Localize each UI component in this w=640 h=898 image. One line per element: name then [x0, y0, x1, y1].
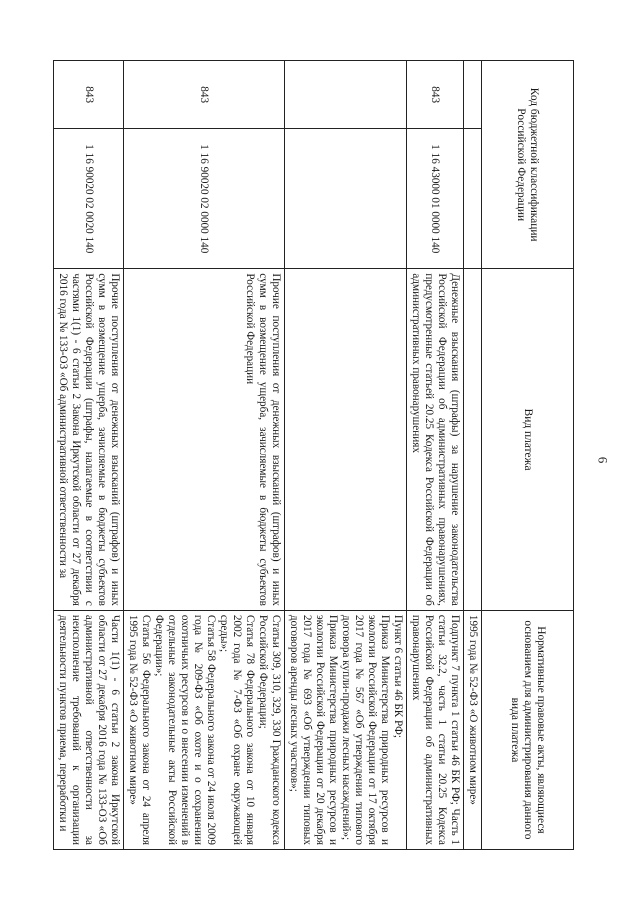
- table-header-row: [482, 61, 574, 850]
- row-org-code: [464, 61, 482, 129]
- legal-act-text: Приказ Министерства природных ресурсов и экологии Российской Федерации от 20 декабря 2017 года № 693 «Об утверждении типовых договоров аренды лесных участков»;: [288, 614, 339, 845]
- row-payment-kind: Прочие поступления от денежных взысканий (штрафов) и иных сумм в возмещение ущерба, зачисляемые в бюджеты субъектов Российской Федерации (штрафы, налагаемые в соответствии с частями 1(1) - 6 статьи 2 Закона Иркутской области от 27 декабря 2016 года № 133-ОЗ «Об административной ответственности за: [54, 269, 124, 611]
- row-budget-code: [285, 129, 407, 269]
- row-legal-acts: [464, 610, 482, 849]
- page-number: 6: [595, 456, 611, 464]
- row-payment-kind: [464, 269, 482, 611]
- header-payment-kind: Вид платежа: [482, 269, 574, 611]
- row-legal-acts: [54, 610, 124, 849]
- row-budget-code: 1 16 90020 02 0000 140: [124, 129, 285, 269]
- legal-act-text: Подпункт 7 пункта 1 статьи 46 БК РФ; Часть 1 статьи 32.2, часть 1 статьи 20.25 Кодекса Российской Федерации об административных правонарушениях: [410, 614, 461, 845]
- table-body: [54, 61, 482, 850]
- classification-table: [53, 60, 574, 850]
- row-payment-kind: Денежные взыскания (штрафы) за нарушение законодательства Российской Федерации об административных правонарушениях, предусмотренные статьей 20.25 Кодекса Российской Федерации об административных правонарушениях: [407, 269, 464, 611]
- row-budget-code: 1 16 43000 01 0000 140: [407, 129, 464, 269]
- table-row: [407, 61, 464, 850]
- row-legal-acts: [124, 610, 285, 849]
- legal-act-text: Приказ Министерства природных ресурсов и экологии Российской Федерации от 17 октября 2017 года № 567 «Об утверждении типового договора купли-продажи лесных насаждений»;: [340, 614, 391, 845]
- legal-act-text: Пункт 6 статьи 46 БК РФ;: [392, 614, 404, 738]
- row-org-code: 843: [54, 61, 124, 129]
- legal-act-text: Статьи 309, 310, 329, 330 Гражданского кодекса Российской Федерации;: [257, 614, 282, 845]
- row-org-code: 843: [124, 61, 285, 129]
- row-org-code: 843: [407, 61, 464, 129]
- row-budget-code: 1 16 90020 02 0020 140: [54, 129, 124, 269]
- row-budget-code: [464, 129, 482, 269]
- row-org-code: [285, 61, 407, 129]
- row-payment-kind: [285, 269, 407, 611]
- table-row: [124, 61, 285, 850]
- legal-act-text: 1995 года № 52-ФЗ «О животном мире»: [467, 614, 479, 805]
- row-legal-acts: [407, 610, 464, 849]
- rotated-page-content: [57, 60, 574, 850]
- row-payment-kind: Прочие поступления от денежных взысканий (штрафов) и иных сумм в возмещение ущерба, зачисляемые в бюджеты субъектов Российской Федерации: [124, 269, 285, 611]
- table-row: [285, 61, 407, 850]
- header-budget-code: Код бюджетной классификации Российской Федерации: [482, 61, 574, 269]
- legal-act-text: Статья 56 Федерального закона от 24 апреля 1995 года № 52-ФЗ «О животном мире»: [127, 614, 152, 845]
- legal-act-text: Части 1(1) - 6 статьи 2 закона Иркутской области от 27 декабря 2016 года № 133-ОЗ «Об административной ответственности за неисполнение требований к организации деятельности пунктов приема, переработки и: [57, 614, 121, 845]
- row-legal-acts: [285, 610, 407, 849]
- table-row: [54, 61, 124, 850]
- legal-act-text: Статья 58 Федерального закона от 24 июля 2009 года № 209-ФЗ «Об охоте и о сохранении охотничьих ресурсов и о внесении изменений в отдельные законодательные акты Российской Федерации»;: [153, 614, 217, 845]
- legal-act-text: Статья 78 Федерального закона от 10 января 2002 года № 7-ФЗ «Об охране окружающей среды»;: [218, 614, 256, 845]
- header-legal-acts: Нормативные правовые акты, являющиеся основанием для администрирования данного вида платежа: [482, 610, 574, 849]
- table-row: [464, 61, 482, 850]
